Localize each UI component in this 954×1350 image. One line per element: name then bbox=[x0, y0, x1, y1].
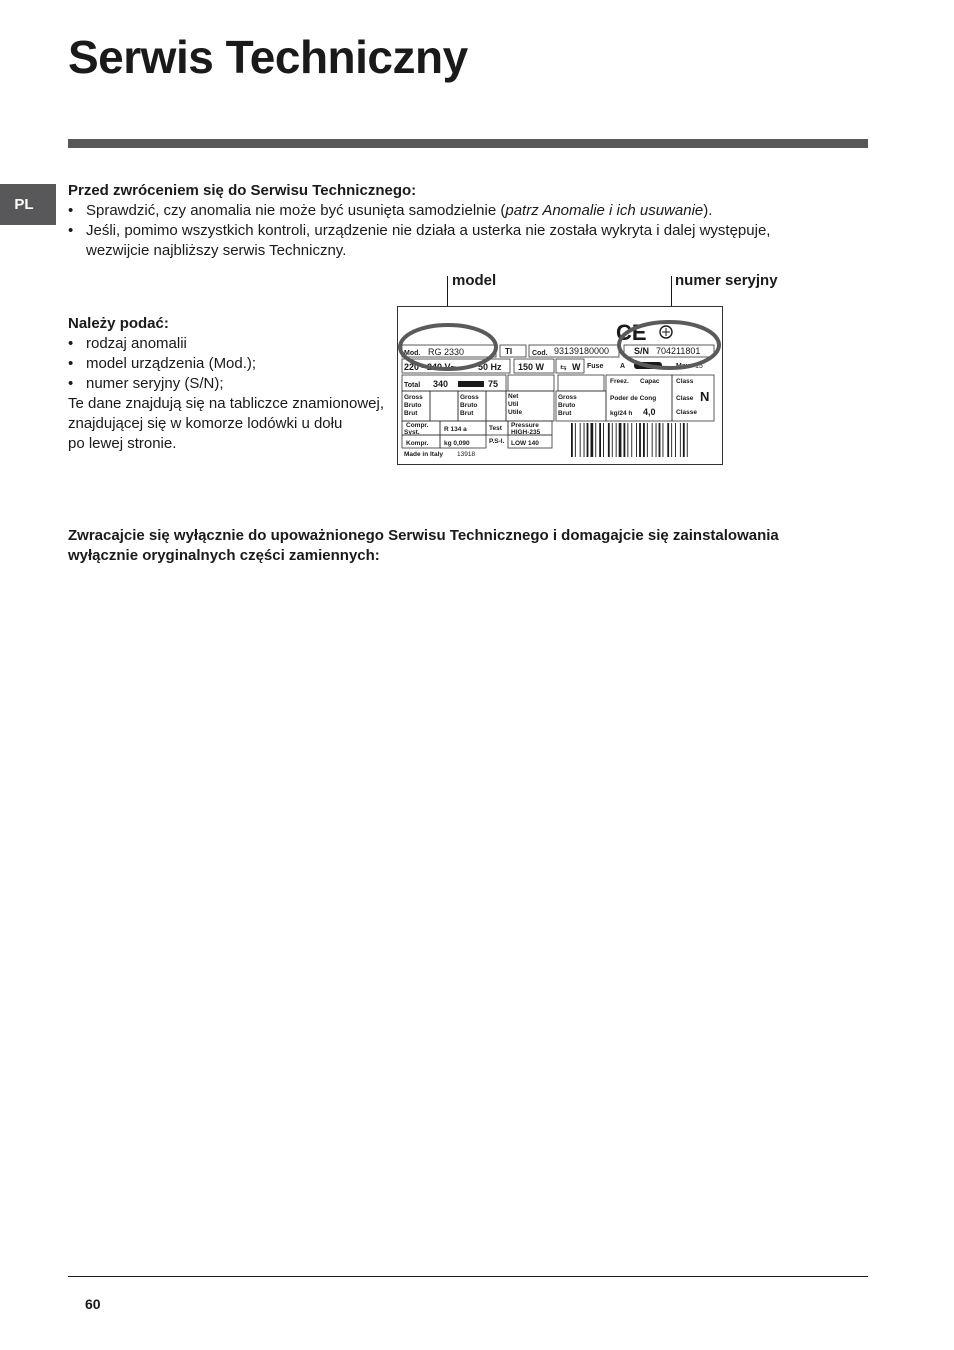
plate-compr: Compr. bbox=[406, 422, 429, 429]
plate-kg24: kg/24 h bbox=[610, 410, 633, 417]
provide-bullet bbox=[68, 374, 398, 394]
rating-plate-drawing bbox=[398, 307, 722, 464]
plate-cod-label: Cod. bbox=[532, 350, 548, 357]
plate-gross: Gross bbox=[558, 394, 577, 401]
rating-plate bbox=[397, 306, 723, 465]
plate-refrigerant: R 134 a bbox=[444, 426, 467, 433]
provide-bullet bbox=[68, 354, 398, 374]
plate-cod-value: 93139180000 bbox=[554, 346, 610, 356]
provide-note-line: Te dane znajdują się na tabliczce znamionowej, bbox=[68, 395, 385, 412]
provide-bullet-text: rodzaj anomalii bbox=[86, 335, 187, 352]
plate-max-value: 15 bbox=[695, 363, 703, 370]
plate-freez: Freez. bbox=[610, 378, 629, 385]
closing-line: Zwracajcie się wyłącznie do upoważnionego Serwisu Technicznego i domagajcie się zainstalowania bbox=[68, 527, 779, 544]
plate-brut: Brut bbox=[558, 410, 572, 417]
plate-made-in: Made in Italy bbox=[404, 451, 444, 458]
plate-gross: Gross bbox=[460, 394, 479, 401]
provide-note-line: po lewej stronie. bbox=[68, 435, 177, 452]
provide-note-line: znajdującej się w komorze lodówki u dołu bbox=[68, 415, 343, 432]
star-rating-icon bbox=[458, 381, 484, 387]
plate-high: HIGH-235 bbox=[511, 429, 541, 436]
plate-sn-label: S/N bbox=[634, 346, 650, 356]
intro-bullet-1-end: ). bbox=[703, 202, 713, 219]
plate-ti: TI bbox=[505, 347, 513, 356]
plate-low: LOW 140 bbox=[511, 440, 539, 447]
intro-section bbox=[68, 181, 828, 261]
plate-made-code: 13918 bbox=[457, 451, 476, 458]
plate-bruto: Bruto bbox=[404, 402, 422, 409]
plate-kompr: Kompr. bbox=[406, 440, 429, 447]
provide-bullet-text: numer seryjny (S/N); bbox=[86, 375, 224, 392]
bullet-icon: • bbox=[68, 335, 74, 352]
intro-bullet bbox=[68, 201, 828, 221]
intro-bullet bbox=[68, 221, 828, 261]
plate-mod-value: RG 2330 bbox=[428, 347, 465, 357]
plate-sn-value: 704211801 bbox=[656, 346, 701, 356]
plate-total-value: 340 bbox=[433, 379, 449, 389]
bullet-icon: • bbox=[68, 222, 74, 239]
barcode-icon bbox=[571, 423, 688, 457]
plate-gross: Gross bbox=[404, 394, 423, 401]
plate-clase: Clase bbox=[676, 395, 694, 402]
plate-syst: Syst. bbox=[404, 429, 420, 436]
bullet-icon: • bbox=[68, 202, 74, 219]
plate-bruto: Bruto bbox=[558, 402, 576, 409]
intro-bullet-2-line2: wezwijcie najbliższy serwis Techniczny. bbox=[86, 242, 347, 259]
plate-net: Net bbox=[508, 393, 519, 400]
closing-line: wyłącznie oryginalnych części zamiennych: bbox=[68, 547, 380, 564]
intro-bullet-1-reference: patrz Anomalie i ich usuwanie bbox=[505, 202, 704, 219]
language-tab: PL bbox=[0, 184, 56, 225]
plate-voltage: 220 - 240 V~ bbox=[404, 362, 456, 372]
callout-model-label: model bbox=[452, 272, 497, 289]
plate-classe: Classe bbox=[676, 409, 697, 416]
plate-pressure: Pressure bbox=[511, 422, 539, 429]
plate-kg-charge: kg 0,090 bbox=[444, 440, 470, 447]
plate-fuse: Fuse bbox=[587, 363, 604, 370]
closing-note bbox=[68, 526, 828, 566]
callout-serial-label: numer seryjny bbox=[675, 272, 778, 289]
plate-stars-value: 75 bbox=[488, 379, 499, 389]
bullet-icon: • bbox=[68, 355, 74, 372]
plate-test: Test bbox=[489, 425, 502, 432]
plate-util: Util bbox=[508, 401, 519, 408]
footer-rule bbox=[68, 1276, 868, 1277]
plate-total: Total bbox=[404, 382, 421, 389]
page-number: 60 bbox=[85, 1296, 101, 1312]
plate-brut: Brut bbox=[404, 410, 418, 417]
provide-heading: Należy podać: bbox=[68, 315, 169, 332]
plate-psi: P.S-I. bbox=[489, 438, 505, 445]
bullet-icon: • bbox=[68, 375, 74, 392]
plate-poder: Poder de Cong bbox=[610, 395, 657, 402]
page-title: Serwis Techniczny bbox=[68, 31, 468, 83]
provide-bullet-text: model urządzenia (Mod.); bbox=[86, 355, 257, 372]
plate-brut: Brut bbox=[460, 410, 474, 417]
defrost-icon: ⇆ bbox=[560, 363, 567, 372]
plate-class: Class bbox=[676, 378, 694, 385]
intro-heading: Przed zwróceniem się do Serwisu Technicznego: bbox=[68, 182, 417, 199]
plate-bruto: Bruto bbox=[460, 402, 478, 409]
plate-utile: Utile bbox=[508, 409, 523, 416]
intro-bullet-2-line1: Jeśli, pomimo wszystkich kontroli, urządzenie nie działa a usterka nie została wykryta i dalej występuje, bbox=[86, 222, 771, 239]
intro-bullet-1-text: Sprawdzić, czy anomalia nie może być usunięta samodzielnie ( bbox=[86, 202, 506, 219]
plate-class-value: N bbox=[700, 389, 710, 404]
provide-section bbox=[68, 314, 398, 454]
plate-power: 150 W bbox=[518, 362, 545, 372]
plate-hz: 50 Hz bbox=[478, 362, 502, 372]
plate-fuse-unit: A bbox=[620, 363, 626, 370]
plate-max: Max bbox=[676, 363, 690, 370]
plate-capac: Capac bbox=[640, 378, 660, 385]
plate-kg24-value: 4,0 bbox=[643, 407, 656, 417]
certification-icon bbox=[660, 326, 672, 338]
provide-bullet bbox=[68, 334, 398, 354]
ce-mark: CE bbox=[616, 320, 647, 345]
plate-mod-label: Mod. bbox=[404, 350, 421, 357]
title-rule bbox=[68, 139, 868, 148]
plate-defrost: W bbox=[572, 362, 581, 372]
